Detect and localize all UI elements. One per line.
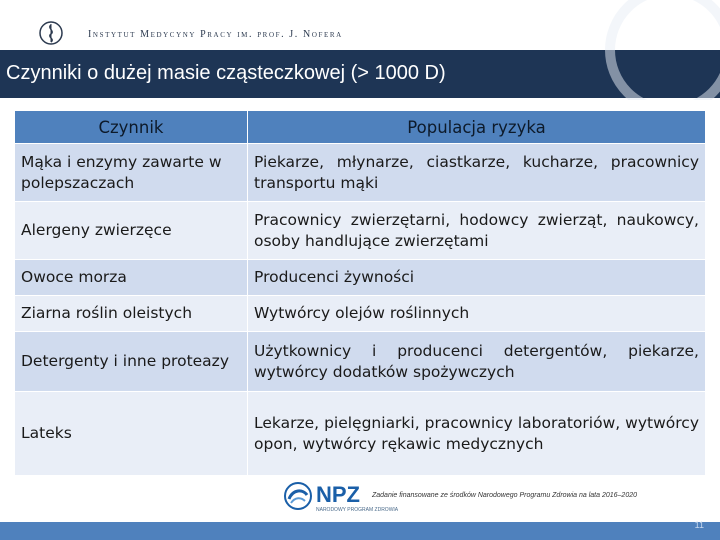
- population-cell: Piekarze, młynarze, ciastkarze, kucharze, pracownicy transportu mąki: [248, 144, 706, 202]
- column-header-population: Populacja ryzyka: [248, 111, 706, 144]
- population-cell: Wytwórcy olejów roślinnych: [248, 296, 706, 332]
- factor-cell: Owoce morza: [15, 260, 248, 296]
- population-cell: Producenci żywności: [248, 260, 706, 296]
- factor-cell: Mąka i enzymy zawarte w polepszaczach: [15, 144, 248, 202]
- population-cell: Pracownicy zwierzętarni, hodowcy zwierząt, naukowcy, osoby handlujące zwierzętami: [248, 202, 706, 260]
- table-row: [15, 260, 706, 296]
- table-row: [15, 392, 706, 476]
- population-cell: Użytkownicy i producenci detergentów, piekarze, wytwórcy dodatków spożywczych: [248, 332, 706, 392]
- population-cell: Lekarze, pielęgniarki, pracownicy laboratoriów, wytwórcy opon, wytwórcy rękawic medycznych: [248, 392, 706, 476]
- table-header-row: [15, 111, 706, 144]
- bottom-bar: [0, 522, 720, 540]
- title-bar: [0, 50, 720, 98]
- institute-logo-icon: [38, 20, 64, 46]
- npz-logo-icon: [283, 481, 313, 511]
- column-header-factor: Czynnik: [15, 111, 248, 144]
- factor-cell: Detergenty i inne proteazy: [15, 332, 248, 392]
- factor-cell: Ziarna roślin oleistych: [15, 296, 248, 332]
- funding-note: Zadanie finansowane ze środków Narodowego Programu Zdrowia na lata 2016–2020: [372, 492, 637, 499]
- institute-name: Instytut Medycyny Pracy im. prof. J. Nofera: [88, 29, 343, 40]
- top-header: [0, 0, 720, 48]
- factor-cell: Alergeny zwierzęce: [15, 202, 248, 260]
- slide-title: Czynniki o dużej masie cząsteczkowej (> 1000 D): [6, 62, 446, 84]
- table-row: [15, 296, 706, 332]
- table-row: [15, 332, 706, 392]
- risk-table: [14, 110, 706, 476]
- page-number: 11: [694, 520, 704, 530]
- table-row: [15, 144, 706, 202]
- table-row: [15, 202, 706, 260]
- npz-logo-text: NPZ: [316, 482, 360, 507]
- npz-logo-subtitle: NARODOWY PROGRAM ZDROWIA: [316, 507, 399, 513]
- factor-cell: Lateks: [15, 392, 248, 476]
